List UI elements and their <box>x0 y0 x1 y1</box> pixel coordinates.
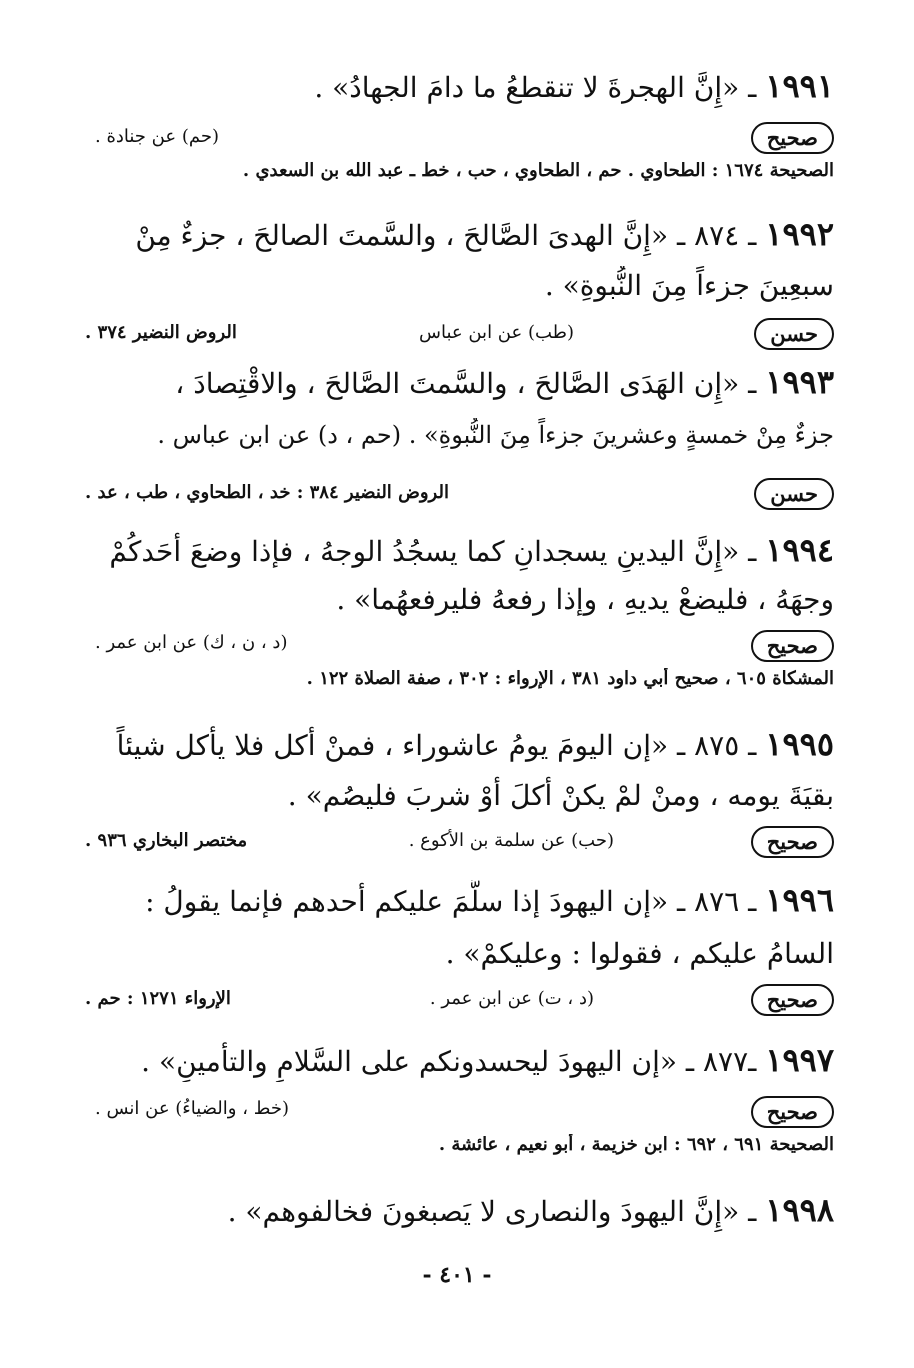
hadith-text: ـ «إِن الهَدَى الصَّالحَ ، والسَّمتَ الصَّالحَ ، والاقْتِصادَ ، <box>175 367 757 400</box>
grade-badge: حسن <box>754 478 834 510</box>
grade-badge: صحيح <box>751 630 834 662</box>
hadith-text: ـ ٨٧٥ ـ «إن اليومَ يومُ عاشوراء ، فمنْ أكل فلا يأكل شيئاً <box>116 729 757 762</box>
grade-badge: صحيح <box>751 122 834 154</box>
grade-badge: صحيح <box>751 984 834 1016</box>
grade-row-1996 <box>75 984 834 1020</box>
hadith-1992 <box>75 214 834 256</box>
hadith-number: ١٩٩٨ <box>765 1191 834 1229</box>
hadith-text-cont: جزءٌ مِنْ خمسةٍ وعشرينَ جزءاً مِنَ النُّبوةِ» . (حم ، د) عن ابن عباس . <box>157 421 834 449</box>
hadith-text: ـ٨٧٧ ـ «إن اليهودَ ليحسدونكم على السَّلامِ والتأمينِ» . <box>141 1045 757 1078</box>
hadith-text: ـ ٨٧٤ ـ «إِنَّ الهدىَ الصَّالحَ ، والسَّمتَ الصالحَ ، جزءٌ مِنْ <box>135 219 757 252</box>
hadith-1996 <box>75 880 834 922</box>
source-attribution: (د ، ن ، ك) عن ابن عمر . <box>95 632 288 653</box>
hadith-text: ـ ٨٧٦ ـ «إن اليهودَ إذا سلَّمَ عليكم أحدهم فإنما يقولُ : <box>145 885 757 918</box>
hadith-1994 <box>75 530 834 572</box>
hadith-number: ١٩٩٤ <box>765 531 834 569</box>
hadith-1995 <box>75 724 834 766</box>
reference-inline: الروض النضير ٣٨٤ : خد ، الطحاوي ، طب ، عد . <box>85 482 449 503</box>
hadith-1993 <box>75 362 834 404</box>
hadith-text-cont: بقيَةَ يومه ، ومنْ لمْ يكنْ أكلَ أوْ شربَ فليصُم» . <box>287 779 834 812</box>
hadith-text-cont: وجهَهُ ، فليضعْ يديهِ ، وإذا رفعهُ فليرفعهُما» . <box>336 583 834 616</box>
source-attribution: (حم) عن جنادة . <box>95 126 219 147</box>
source-attribution: (د ، ت) عن ابن عمر . <box>429 988 594 1009</box>
source-attribution: (طب) عن ابن عباس <box>419 322 574 343</box>
hadith-number: ١٩٩١ <box>765 67 834 105</box>
grade-row-1994 <box>75 630 834 666</box>
grade-row-1993 <box>75 478 834 514</box>
references-1991: الصحيحة ١٦٧٤ : الطحاوي . حم ، الطحاوي ، حب ، خط ـ عبد الله بن السعدي . <box>242 160 834 181</box>
hadith-number: ١٩٩٣ <box>765 363 834 401</box>
hadith-1998 <box>75 1190 834 1232</box>
hadith-text: ـ «إِنَّ الهجرةَ لا تنقطعُ ما دامَ الجهادُ» . <box>314 71 757 104</box>
hadith-text-cont: السامُ عليكم ، فقولوا : وعليكمْ» . <box>445 937 834 970</box>
page-number: - ٤٠١ - <box>422 1262 492 1288</box>
references-1994: المشكاة ٦٠٥ ، صحيح أبي داود ٣٨١ ، الإرواء : ٣٠٢ ، صفة الصلاة ١٢٢ . <box>306 668 834 689</box>
source-attribution: (حب) عن سلمة بن الأكوع . <box>408 830 614 851</box>
hadith-text: ـ «إِنَّ اليهودَ والنصارى لا يَصبغونَ فخالفوهم» . <box>227 1195 757 1228</box>
grade-row-1991 <box>75 122 834 158</box>
grade-badge: صحيح <box>751 826 834 858</box>
hadith-number: ١٩٩٧ <box>765 1041 834 1079</box>
source-attribution: (خط ، والضياءُ) عن انس . <box>95 1098 289 1119</box>
hadith-number: ١٩٩٦ <box>765 881 834 919</box>
grade-badge: صحيح <box>751 1096 834 1128</box>
hadith-1991 <box>75 66 834 108</box>
reference-inline: الروض النضير ٣٧٤ . <box>85 322 237 343</box>
hadith-text-cont: سبعِينَ جزءاً مِنَ النُّبوةِ» . <box>544 269 834 302</box>
hadith-text: ـ «إِنَّ اليدينِ يسجدانِ كما يسجُدُ الوجهُ ، فإذا وضعَ أحَدكُمْ <box>109 535 757 568</box>
hadith-1997 <box>75 1040 834 1082</box>
grade-row-1995 <box>75 826 834 862</box>
grade-row-1992 <box>75 318 834 354</box>
grade-row-1997 <box>75 1096 834 1132</box>
reference-inline: الإرواء ١٢٧١ : حم . <box>85 988 231 1009</box>
references-1997: الصحيحة ٦٩١ ، ٦٩٢ : ابن خزيمة ، أبو نعيم ، عائشة . <box>438 1134 834 1155</box>
hadith-number: ١٩٩٢ <box>765 215 834 253</box>
hadith-number: ١٩٩٥ <box>765 725 834 763</box>
reference-inline: مختصر البخاري ٩٣٦ . <box>85 830 248 851</box>
grade-badge: حسن <box>754 318 834 350</box>
